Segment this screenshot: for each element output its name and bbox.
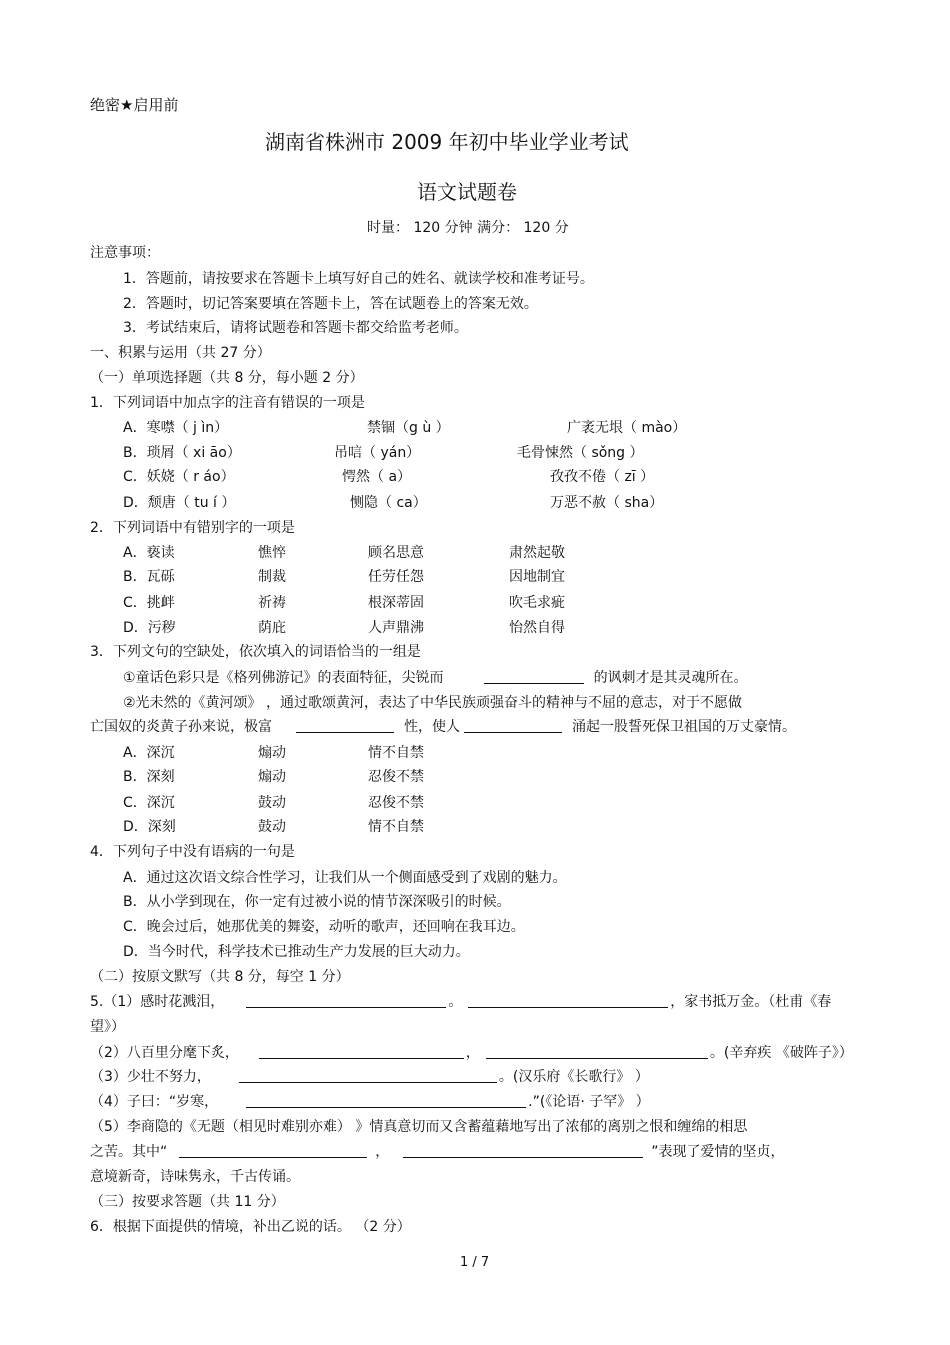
sentence-part: 。(汉乐府《长歌行》 ）	[498, 1069, 649, 1085]
option-text: 顾名思意	[368, 545, 424, 561]
sentence-part: ，	[375, 1144, 390, 1160]
sentence-text	[90, 1143, 785, 1161]
fill-blank[interactable]	[484, 669, 584, 684]
option-text: 憔悴	[258, 545, 286, 561]
option-text: B．从小学到现在，你一定有过被小说的情节深深吸引的时候。	[123, 894, 511, 910]
question-stem: 1．下列词语中加点字的注音有错误的一项是	[90, 395, 365, 411]
note-item: 3．考试结束后，请将试题卷和答题卡都交给监考老师。	[123, 320, 468, 336]
sentence-text	[90, 718, 796, 736]
sentence-part: 亡国奴的炎黄子孙来说，极富	[90, 719, 272, 735]
option-text: 任劳任怨	[368, 569, 424, 585]
sentence-part: 之苦。其中“	[90, 1144, 168, 1160]
option-text: A．亵读	[123, 545, 175, 561]
option-text: 毛骨悚然（ sǒng ）	[517, 445, 644, 461]
sentence-text	[90, 1044, 853, 1062]
sentence-text	[90, 993, 831, 1011]
section-heading: 一、积累与运用（共 27 分）	[90, 345, 271, 361]
option-text: B．瓦砾	[123, 569, 175, 585]
fill-blank[interactable]	[468, 993, 668, 1008]
note-item: 2．答题时，切记答案要填在答题卡上，答在试题卷上的答案无效。	[123, 296, 538, 312]
option-text: D．当今时代，科学技术已推动生产力发展的巨大动力。	[123, 944, 470, 960]
option-text: 人声鼎沸	[368, 620, 424, 636]
question-stem: 2．下列词语中有错别字的一项是	[90, 520, 295, 536]
fill-blank[interactable]	[239, 1068, 497, 1083]
option-text: 根深蒂固	[368, 595, 424, 611]
time-info: 时量： 120 分钟 满分： 120 分	[367, 220, 569, 236]
sentence-part: 涌起一股誓死保卫祖国的万丈豪情。	[572, 719, 796, 735]
part-heading: （三）按要求答题（共 11 分）	[90, 1194, 285, 1210]
option-text: A．寒噤（ j ìn）	[123, 420, 229, 436]
sentence-part: （4）子曰：“岁寒，	[90, 1094, 219, 1110]
option-text: B．深刻	[123, 769, 175, 785]
sentence-part: 的讽刺才是其灵魂所在。	[593, 670, 748, 686]
sentence-part: 5.（1）感时花溅泪，	[90, 994, 225, 1010]
option-text: 鼓动	[258, 819, 286, 835]
fill-blank[interactable]	[486, 1044, 708, 1059]
page-subtitle: 语文试题卷	[417, 180, 517, 204]
sentence-text	[123, 669, 748, 687]
option-text: 煽动	[258, 745, 286, 761]
option-text: 愕然（ a）	[342, 469, 412, 485]
fill-blank[interactable]	[246, 993, 446, 1008]
option-text: B．琐屑（ xi āo）	[123, 445, 241, 461]
sentence-part: （3）少壮不努力，	[90, 1069, 211, 1085]
option-text: 禁锢（g ù ）	[367, 420, 450, 436]
option-text: D．深刻	[123, 819, 176, 835]
sentence-part: （2）八百里分麾下炙，	[90, 1045, 239, 1061]
sentence-part: ，	[465, 1045, 480, 1061]
sentence-part: ，家书抵万金。（杜甫《春	[670, 994, 832, 1010]
fill-blank[interactable]	[179, 1143, 367, 1158]
option-text: A．深沉	[123, 745, 175, 761]
option-text: 情不自禁	[368, 819, 424, 835]
secret-label: 绝密★启用前	[90, 96, 179, 114]
option-text: 怡然自得	[509, 620, 565, 636]
sentence-part: 性，使人	[404, 719, 460, 735]
fill-blank[interactable]	[259, 1044, 464, 1059]
fill-blank[interactable]	[246, 1093, 526, 1108]
option-text: C．深沉	[123, 795, 175, 811]
fill-blank[interactable]	[403, 1143, 643, 1158]
sentence-part: .”(《论语· 子罕》 ）	[528, 1094, 650, 1110]
option-text: 广袤无垠（ mào）	[567, 420, 687, 436]
option-text: D．污秽	[123, 620, 176, 636]
option-text: C．晚会过后，她那优美的舞姿，动听的歌声，还回响在我耳边。	[123, 919, 525, 935]
option-text: 孜孜不倦（ zī ）	[550, 469, 655, 485]
option-text: 荫庇	[258, 620, 286, 636]
question-stem: 4．下列句子中没有语病的一句是	[90, 844, 295, 860]
question-stem: 6．根据下面提供的情境，补出乙说的话。 （2 分）	[90, 1219, 411, 1235]
page-title: 湖南省株洲市 2009 年初中毕业学业考试	[265, 130, 629, 154]
option-text: A．通过这次语文综合性学习，让我们从一个侧面感受到了戏剧的魅力。	[123, 870, 567, 886]
sentence-part: ①童话色彩只是《格列佛游记》的表面特征，尖锐而	[123, 670, 444, 686]
option-text: 吊唁（ yán）	[334, 445, 421, 461]
option-text: 制裁	[258, 569, 286, 585]
question-stem: 3．下列文句的空缺处，依次填入的词语恰当的一组是	[90, 644, 421, 660]
sentence-text: 望》）	[90, 1019, 125, 1035]
page-number: 1 / 7	[460, 1255, 490, 1270]
option-text: 万恶不赦（ sha）	[550, 495, 664, 511]
option-text: 祈祷	[258, 595, 286, 611]
notes-heading: 注意事项：	[90, 245, 160, 261]
sentence-part: ”表现了爱情的坚贞，	[651, 1144, 785, 1160]
option-text: 煽动	[258, 769, 286, 785]
option-text: 忍俊不禁	[368, 795, 424, 811]
sentence-text: ②光未然的《黄河颂》 ，通过歌颂黄河，表达了中华民族顽强奋斗的精神与不屈的意志，对于不愿做	[123, 695, 742, 711]
option-text: 恻隐（ ca）	[350, 495, 427, 511]
sentence-part: 。	[448, 994, 463, 1010]
option-text: 鼓动	[258, 795, 286, 811]
sentence-text: （5）李商隐的《无题（相见时难别亦难） 》情真意切而又含蓄蕴藉地写出了浓郁的离别之恨和缠绵的相思	[90, 1119, 748, 1135]
sentence-text: 意境新奇，诗味隽永，千古传诵。	[90, 1169, 300, 1185]
option-text: 肃然起敬	[509, 545, 565, 561]
option-text: C．挑衅	[123, 595, 175, 611]
part-heading: （一）单项选择题（共 8 分，每小题 2 分）	[90, 370, 364, 386]
option-text: D．颓唐（ tu í ）	[123, 495, 236, 511]
option-text: 因地制宜	[509, 569, 565, 585]
option-text: C．妖娆（ r áo）	[123, 469, 235, 485]
sentence-text	[90, 1093, 650, 1111]
sentence-part: 。(辛弃疾 《破阵子》）	[709, 1045, 853, 1061]
part-heading: （二）按原文默写（共 8 分，每空 1 分）	[90, 969, 350, 985]
option-text: 情不自禁	[368, 745, 424, 761]
note-item: 1．答题前，请按要求在答题卡上填写好自己的姓名、就读学校和准考证号。	[123, 271, 594, 287]
fill-blank[interactable]	[296, 718, 394, 733]
option-text: 忍俊不禁	[368, 769, 424, 785]
sentence-text	[90, 1068, 649, 1086]
fill-blank[interactable]	[464, 718, 562, 733]
option-text: 吹毛求疵	[509, 595, 565, 611]
